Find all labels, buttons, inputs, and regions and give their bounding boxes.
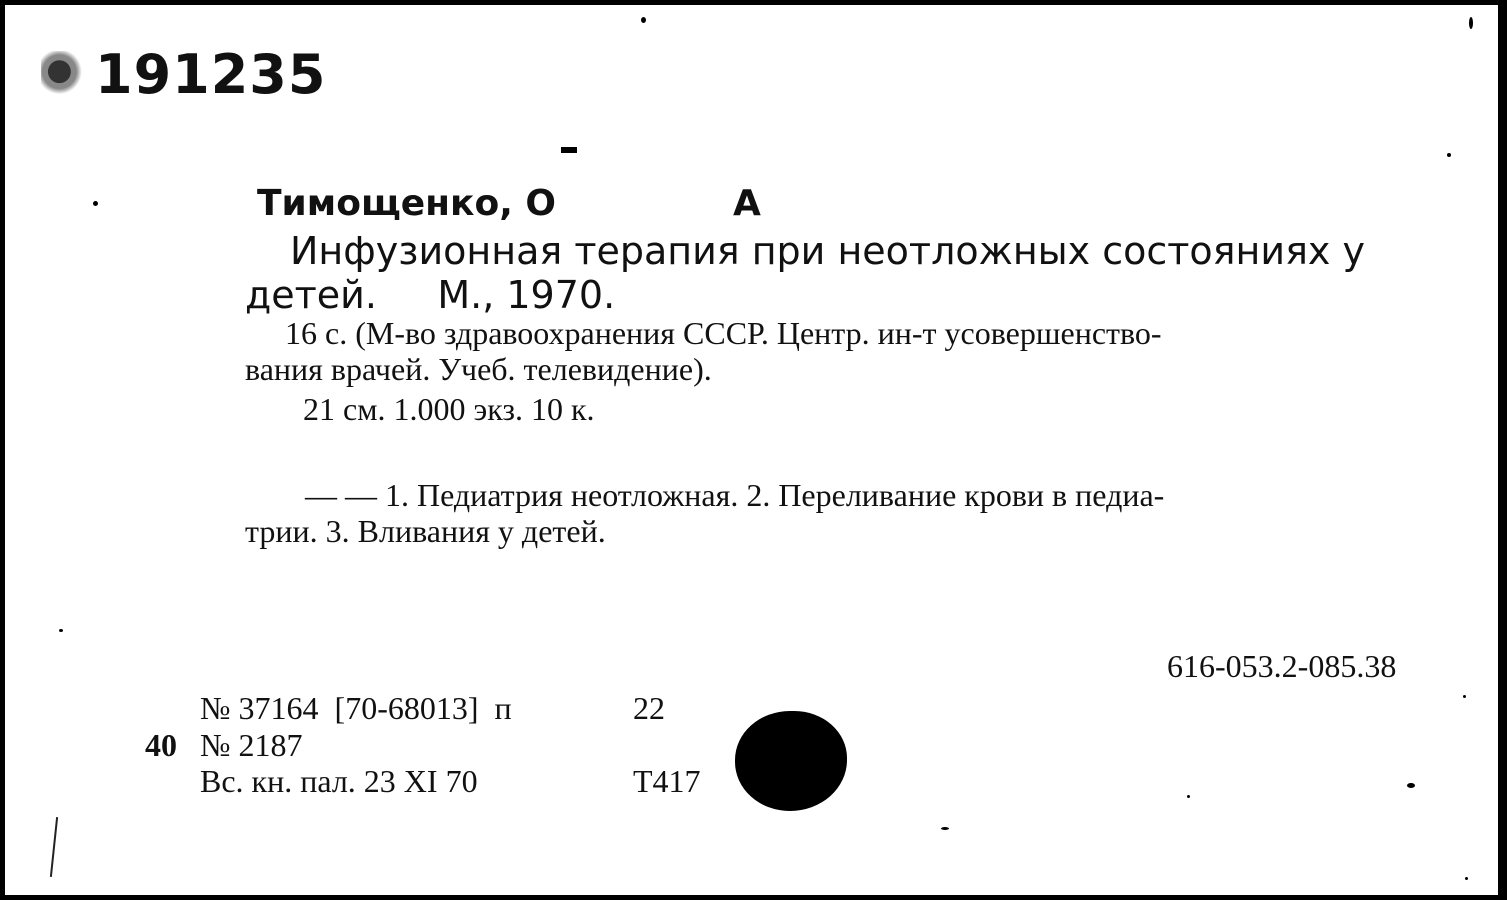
- speck: [1469, 17, 1473, 29]
- speck: [93, 201, 98, 206]
- speck: [1465, 877, 1468, 880]
- ink-dash: [561, 147, 577, 153]
- udc-code: 616-053.2-085.38: [1167, 648, 1397, 684]
- ink-blot: [735, 711, 847, 811]
- subjects-line-2: трии. 3. Вливания у детей.: [245, 513, 606, 549]
- scratch-mark: [50, 817, 58, 877]
- description-line-1: 16 с. (М-во здравоохранения СССР. Центр. ин-т усовершенство-: [285, 315, 1162, 351]
- title-line-1: Инфузионная терапия при неотложных состояниях у: [290, 229, 1365, 273]
- speck: [641, 17, 646, 23]
- ink-smudge-icon: [41, 51, 87, 97]
- subjects-line-1: — — 1. Педиатрия неотложная. 2. Переливание крови в педиа-: [305, 477, 1165, 513]
- handwritten-number-text: 191235: [95, 43, 327, 106]
- record-line-3: Вс. кн. пал. 23 XI 70: [200, 763, 478, 799]
- record-line-1: № 37164 [70-68013] п: [200, 690, 512, 726]
- description-line-3: 21 см. 1.000 экз. 10 к.: [303, 391, 595, 427]
- record-line-3-right: Т417: [633, 763, 701, 799]
- record-line-2: № 2187: [200, 727, 303, 763]
- speck: [1187, 795, 1190, 798]
- handwritten-number: [41, 43, 326, 106]
- catalog-card: [5, 5, 1498, 895]
- author-initial: А: [733, 183, 761, 224]
- speck: [1463, 695, 1466, 698]
- speck: [1447, 153, 1451, 157]
- number-40: 40: [145, 727, 177, 763]
- speck: [1407, 783, 1415, 788]
- record-line-1-right: 22: [633, 690, 665, 726]
- speck: [59, 629, 63, 632]
- title-line-2: детей. М., 1970.: [245, 273, 616, 317]
- author-surname: Тимощенко, О: [257, 183, 557, 224]
- description-line-2: вания врачей. Учеб. телевидение).: [245, 351, 712, 387]
- speck: [941, 827, 949, 830]
